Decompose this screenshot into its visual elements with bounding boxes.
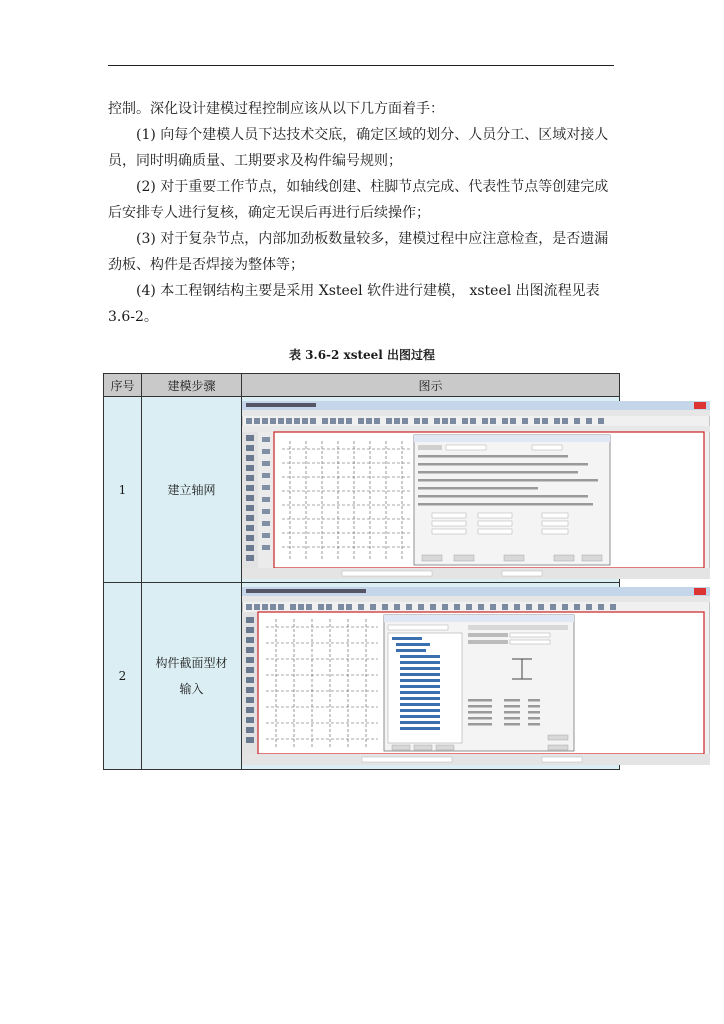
header-no: 序号 (104, 374, 142, 397)
paragraph-item-2: (2) 对于重要工作节点，如轴线创建、柱脚节点完成、代表性节点等创建完成后安排专人进行复核，确定无误后再进行后续操作； (108, 179, 609, 221)
screenshot-section-input (242, 587, 710, 765)
table-row (104, 397, 620, 583)
table-caption: 表 3.6-2 xsteel 出图过程 (288, 348, 436, 362)
row-number: 2 (104, 583, 142, 770)
row-step-label-line-1: 构件截面型材 (155, 656, 228, 670)
paragraph-item-4: (4) 本工程钢结构主要是采用 Xsteel 软件进行建模， xsteel 出图流程见表 3.6-2。 (108, 283, 600, 325)
table-header-row (104, 374, 620, 397)
row-step (142, 397, 242, 583)
paragraph-item-1: (1) 向每个建模人员下达技术交底，确定区域的划分、人员分工、区域对接人员，同时明确质量、工期要求及构件编号规则； (108, 127, 609, 169)
paragraph-item-3: (3) 对于复杂节点，内部加劲板数量较多，建模过程中应注意检查，是否遗漏劲板、构件是否焊接为整体等； (108, 231, 609, 273)
screenshot-axis-grid (242, 401, 710, 579)
process-table (103, 373, 620, 770)
row-step-label-line-2: 输入 (179, 682, 204, 696)
header-rule (108, 65, 614, 66)
row-figure (242, 397, 620, 583)
table-row (104, 583, 620, 770)
row-figure (242, 583, 620, 770)
paragraph-intro: 控制。深化设计建模过程控制应该从以下几方面着手： (108, 101, 444, 117)
row-step (142, 583, 242, 770)
header-step: 建模步骤 (142, 374, 242, 397)
row-number: 1 (104, 397, 142, 583)
row-step-label: 建立轴网 (167, 482, 216, 497)
header-figure: 图示 (242, 374, 620, 397)
